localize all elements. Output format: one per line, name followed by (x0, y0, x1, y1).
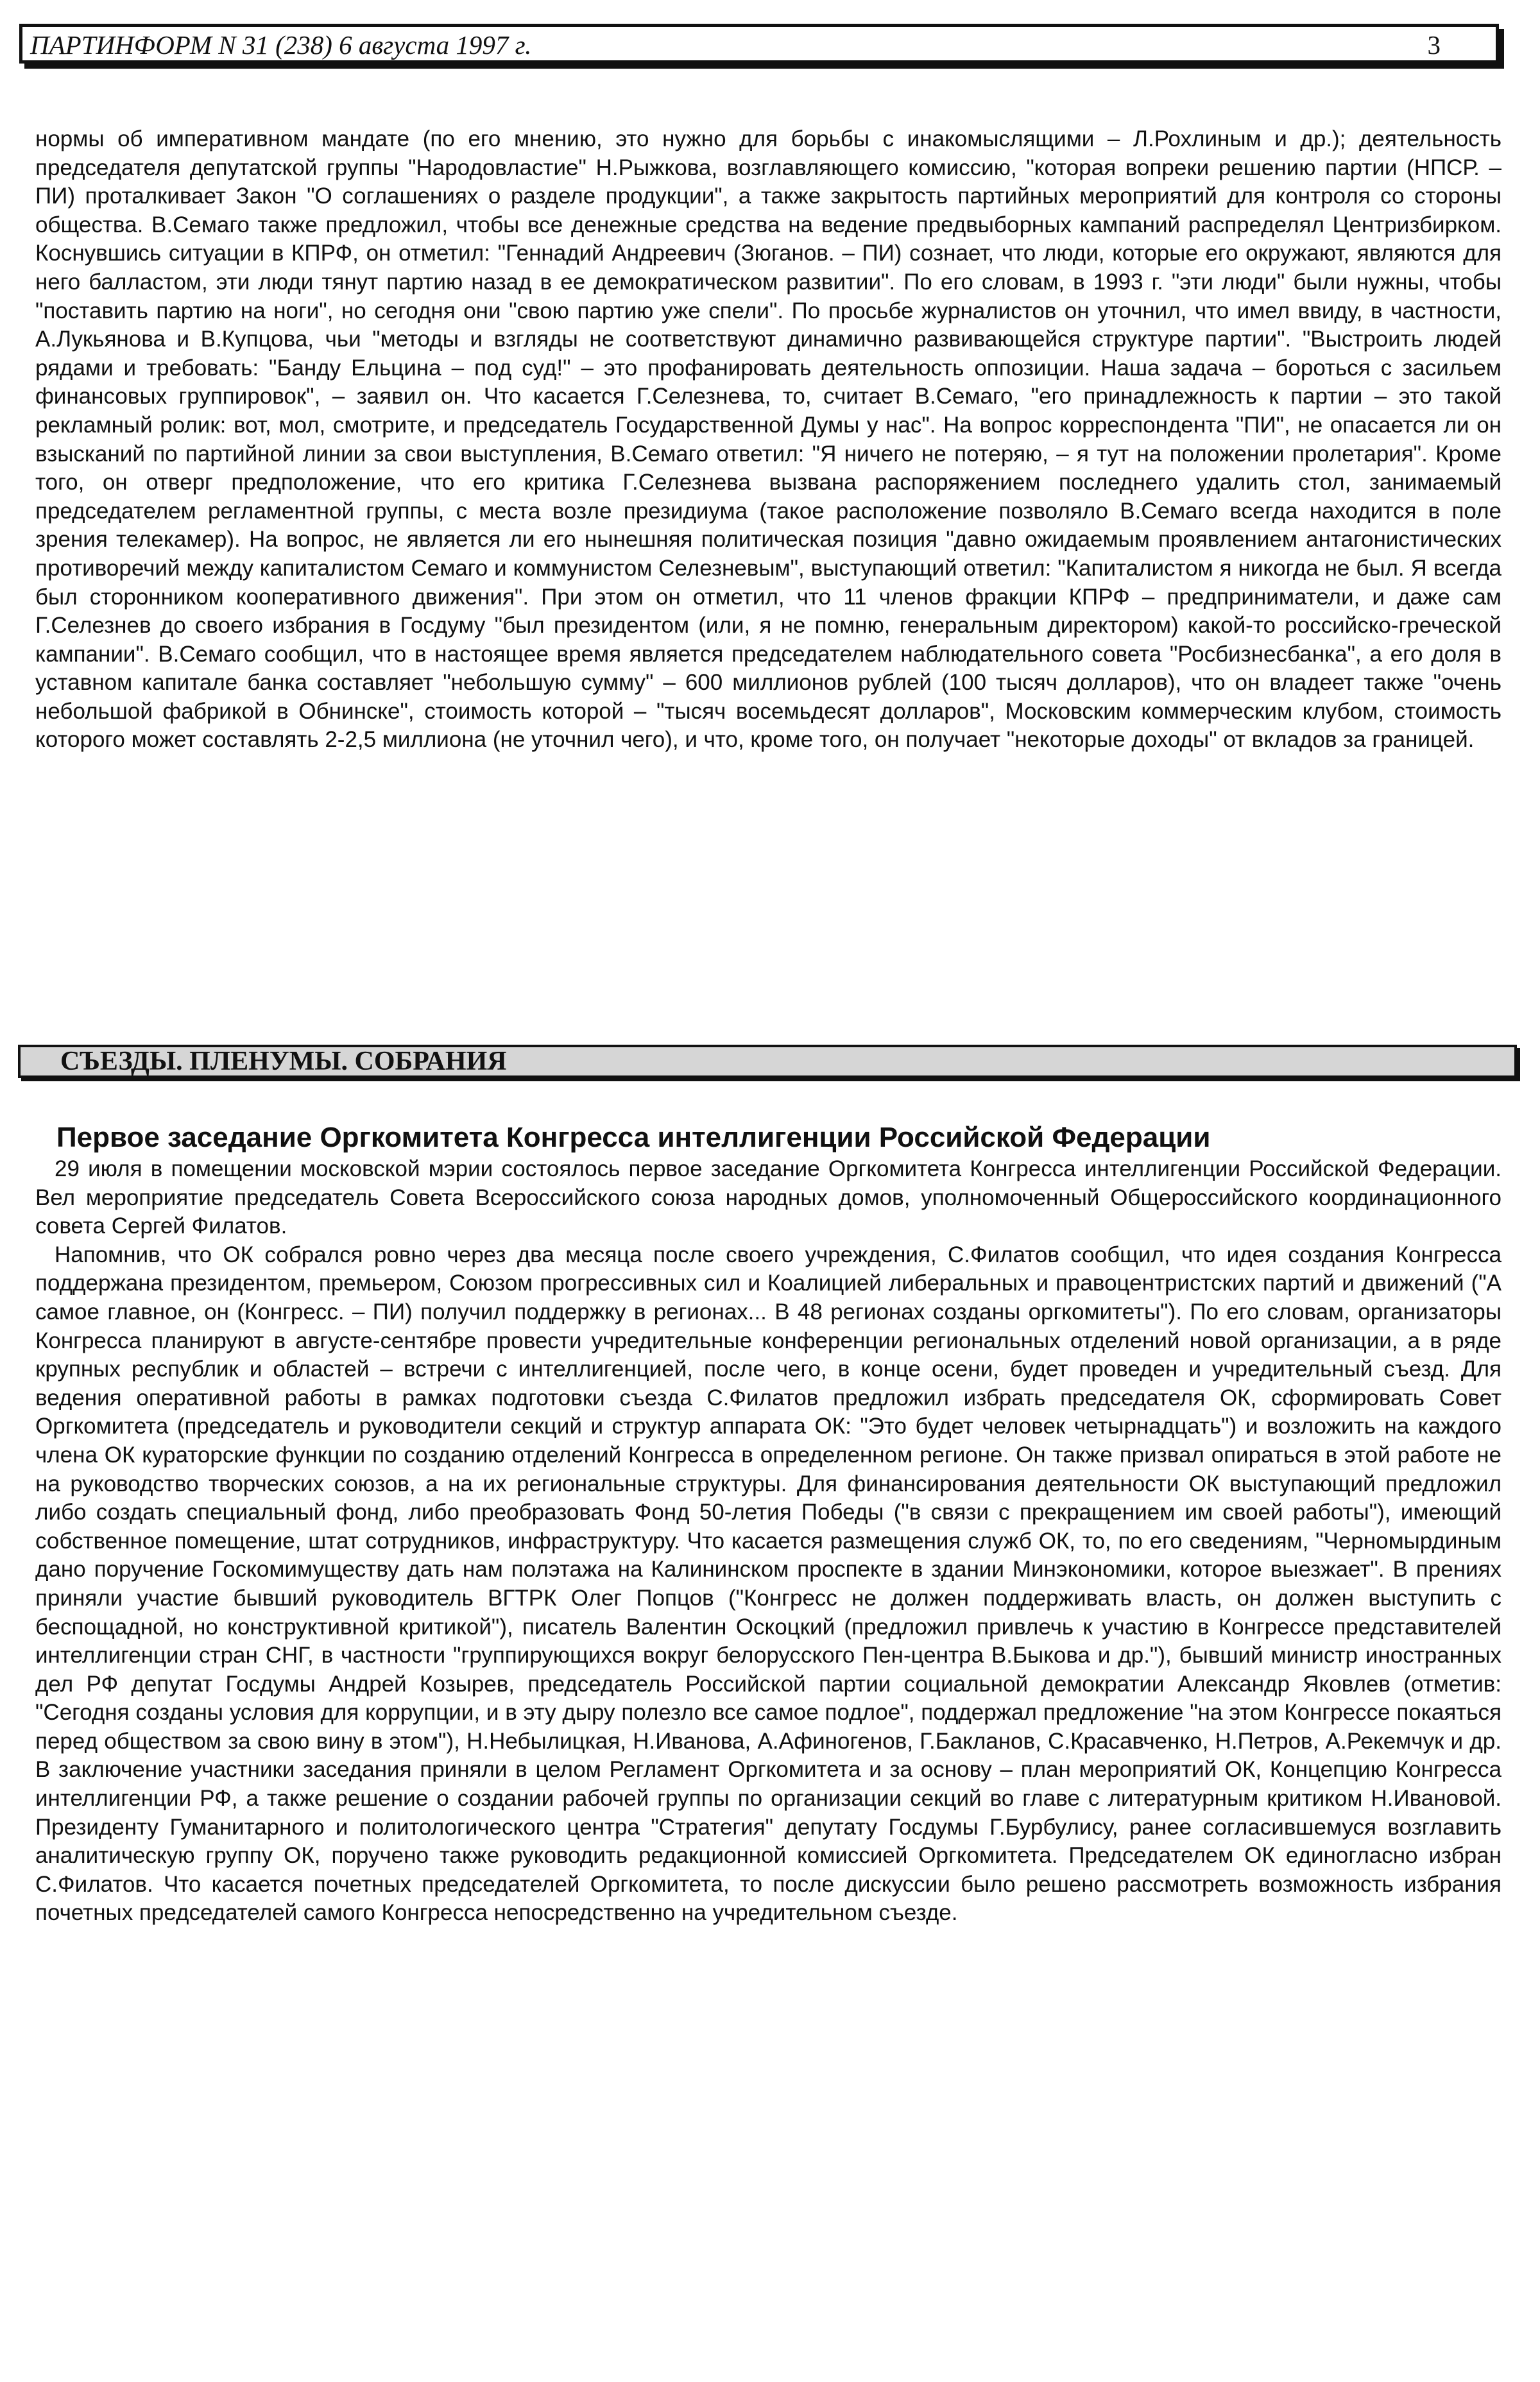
section-title: СЪЕЗДЫ. ПЛЕНУМЫ. СОБРАНИЯ (60, 1047, 507, 1076)
article (35, 1120, 1502, 1928)
section-header (18, 1045, 1517, 1078)
article-headline: Первое заседание Оргкомитета Конгресса интеллигенции Российской Федерации (56, 1122, 1211, 1153)
issue-line: ПАРТИНФОРМ N 31 (238) 6 августа 1997 г. (30, 30, 532, 60)
continued-article-body: нормы об императивном мандате (по его мнению, это нужно для борьбы с инакомыслящими – Л.Рохлиным и др.); деятельность председателя депутатской группы "Народовластие" Н.Рыжкова, возглавляющего комиссию, "которая вопреки решению партии (НПСР. – ПИ) проталкивает Закон "О соглашениях о разделе продукции", а также закрытость партийных мероприятий для контроля со стороны общества. В.Семаго также предложил, чтобы все денежные средства на ведение предвыборных кампаний распределял Центризбирком. Коснувшись ситуации в КПРФ, он отметил: "Геннадий Андреевич (Зюганов. – ПИ) сознает, что люди, которые его окружают, являются для него балластом, эти люди тянут партию назад в ее демократическом развитии". По его словам, в 1993 г. "эти люди" были нужны, чтобы "поставить партию на ноги", но сегодня они "свою партию уже спели". По просьбе журналистов он уточнил, что имел ввиду, в частности, А.Лукьянова и В.Купцова, чьи "методы и взгляды не соответствуют динамично развивающейся структуре партии". "Выстроить людей рядами и требовать: "Банду Ельцина – под суд!" – это профанировать деятельность оппозиции. Наша задача – бороться с засильем финансовых группировок", – заявил он. Что касается Г.Селезнева, то, считает В.Семаго, "его принадлежность к партии – это такой рекламный ролик: вот, мол, смотрите, и председатель Государственной Думы у нас". На вопрос корреспондента "ПИ", не опасается ли он взысканий по партийной линии за свои выступления, В.Семаго ответил: "Я ничего не потеряю, – я тут на положении пролетария". Кроме того, он отверг предположение, что его критика Г.Селезнева вызвана распоряжением последнего удалить стол, занимаемый председателем регламентной группы, с места возле президиума (такое расположение позволяло В.Семаго всегда находится в поле зрения телекамер). На вопрос, не является ли его нынешняя политическая позиция "давно ожидаемым проявлением антагонистических противоречий между капиталистом Семаго и коммунистом Селезневым", выступающий ответил: "Капиталистом я никогда не был. Я всегда был сторонником кооперативного движения". При этом он отметил, что 11 членов фракции КПРФ – предприниматели, и даже сам Г.Селезнев до своего избрания в Госдуму "был президентом (или, я не помню, генеральным директором) какой-то российско-греческой кампании". В.Семаго сообщил, что в настоящее время является председателем наблюдательного совета "Росбизнесбанка", а его доля в уставном капитале банка составляет "небольшую сумму" – 600 миллионов рублей (100 тысяч долларов), что он владеет также "очень небольшой фабрикой в Обнинске", стоимость которой – "тысяч восемьдесят долларов", Московским коммерческим клубом, стоимость которого может составлять 2-2,5 миллиона (не уточнил чего), и что, кроме того, он получает "некоторые доходы" от вкладов за границей. (35, 126, 1502, 753)
running-head (19, 24, 1499, 64)
continued-article (35, 125, 1502, 755)
page-number: 3 (1427, 30, 1441, 60)
article-paragraph: 29 июля в помещении московской мэрии состоялось первое заседание Оргкомитета Конгресса интеллигенции Российской Федерации. Вел мероприятие председатель Совета Всероссийского союза народных домов, уполномоченный Общероссийского координационного совета Сергей Филатов. (35, 1156, 1502, 1239)
article-paragraph: Напомнив, что ОК собрался ровно через два месяца после своего учреждения, С.Филатов сообщил, что идея создания Конгресса поддержана президентом, премьером, Союзом прогрессивных сил и Коалицией либеральных и правоцентристских партий и движений ("А самое главное, он (Конгресс. – ПИ) получил поддержку в регионах... В 48 регионах созданы оргкомитеты"). По его словам, организаторы Конгресса планируют в августе-сентябре провести учредительные конференции региональных отделений новой организации, а в ряде крупных республик и областей – встречи с интеллигенцией, после чего, в конце осени, будет проведен и учредительный съезд. Для ведения оперативной работы в рамках подготовки съезда С.Филатов предложил избрать председателя ОК, сформировать Совет Оргкомитета (председатель и руководители секций и структур аппарата ОК: "Это будет человек четырнадцать") и возложить на каждого члена ОК кураторские функции по созданию отделений Конгресса в определенном регионе. Он также призвал опираться в этой работе не на руководство творческих союзов, а на их региональные структуры. Для финансирования деятельности ОК выступающий предложил либо создать специальный фонд, либо преобразовать Фонд 50-летия Победы ("в связи с прекращением им своей работы"), имеющий собственное помещение, штат сотрудников, инфраструктуру. Что касается размещения служб ОК, то, по его сведениям, "Черномырдиным дано поручение Госкомимуществу дать нам полэтажа на Калининском проспекте в здании Минэкономики, которое выезжает". В прениях приняли участие бывший руководитель ВГТРК Олег Попцов ("Конгресс не должен поддерживать власть, он должен выступить с беспощадной, но конструктивной критикой"), писатель Валентин Оскоцкий (предложил привлечь к участию в Конгрессе представителей интеллигенции стран СНГ, в частности "группирующихся вокруг белорусского Пен-центра В.Быкова и др."), бывший министр иностранных дел РФ депутат Госдумы Андрей Козырев, председатель Российской партии социальной демократии Александр Яковлев (отметив: "Сегодня созданы условия для коррупции, и в эту дыру полезло все самое подлое", поддержал предложение "на этом Конгрессе покаяться перед обществом за свою вину в этом"), Н.Небылицкая, Н.Иванова, А.Афиногенов, Г.Бакланов, С.Красавченко, Н.Петров, А.Рекемчук и др. В заключение участники заседания приняли в целом Регламент Оргкомитета и за основу – план мероприятий ОК, Концепцию Конгресса интеллигенции РФ, а также решение о создании рабочей группы по организации секций во главе с литературным критиком Н.Ивановой. Президенту Гуманитарного и политологического центра "Стратегия" депутату Госдумы Г.Бурбулису, ранее согласившемуся возглавить аналитическую группу ОК, поручено также руководить редакционной комиссией Оргкомитета. Председателем ОК единогласно избран С.Филатов. Что касается почетных председателей Оргкомитета, то после дискуссии было решено рассмотреть возможность избрания почетных председателей самого Конгресса непосредственно на учредительном съезде. (35, 1242, 1502, 1926)
